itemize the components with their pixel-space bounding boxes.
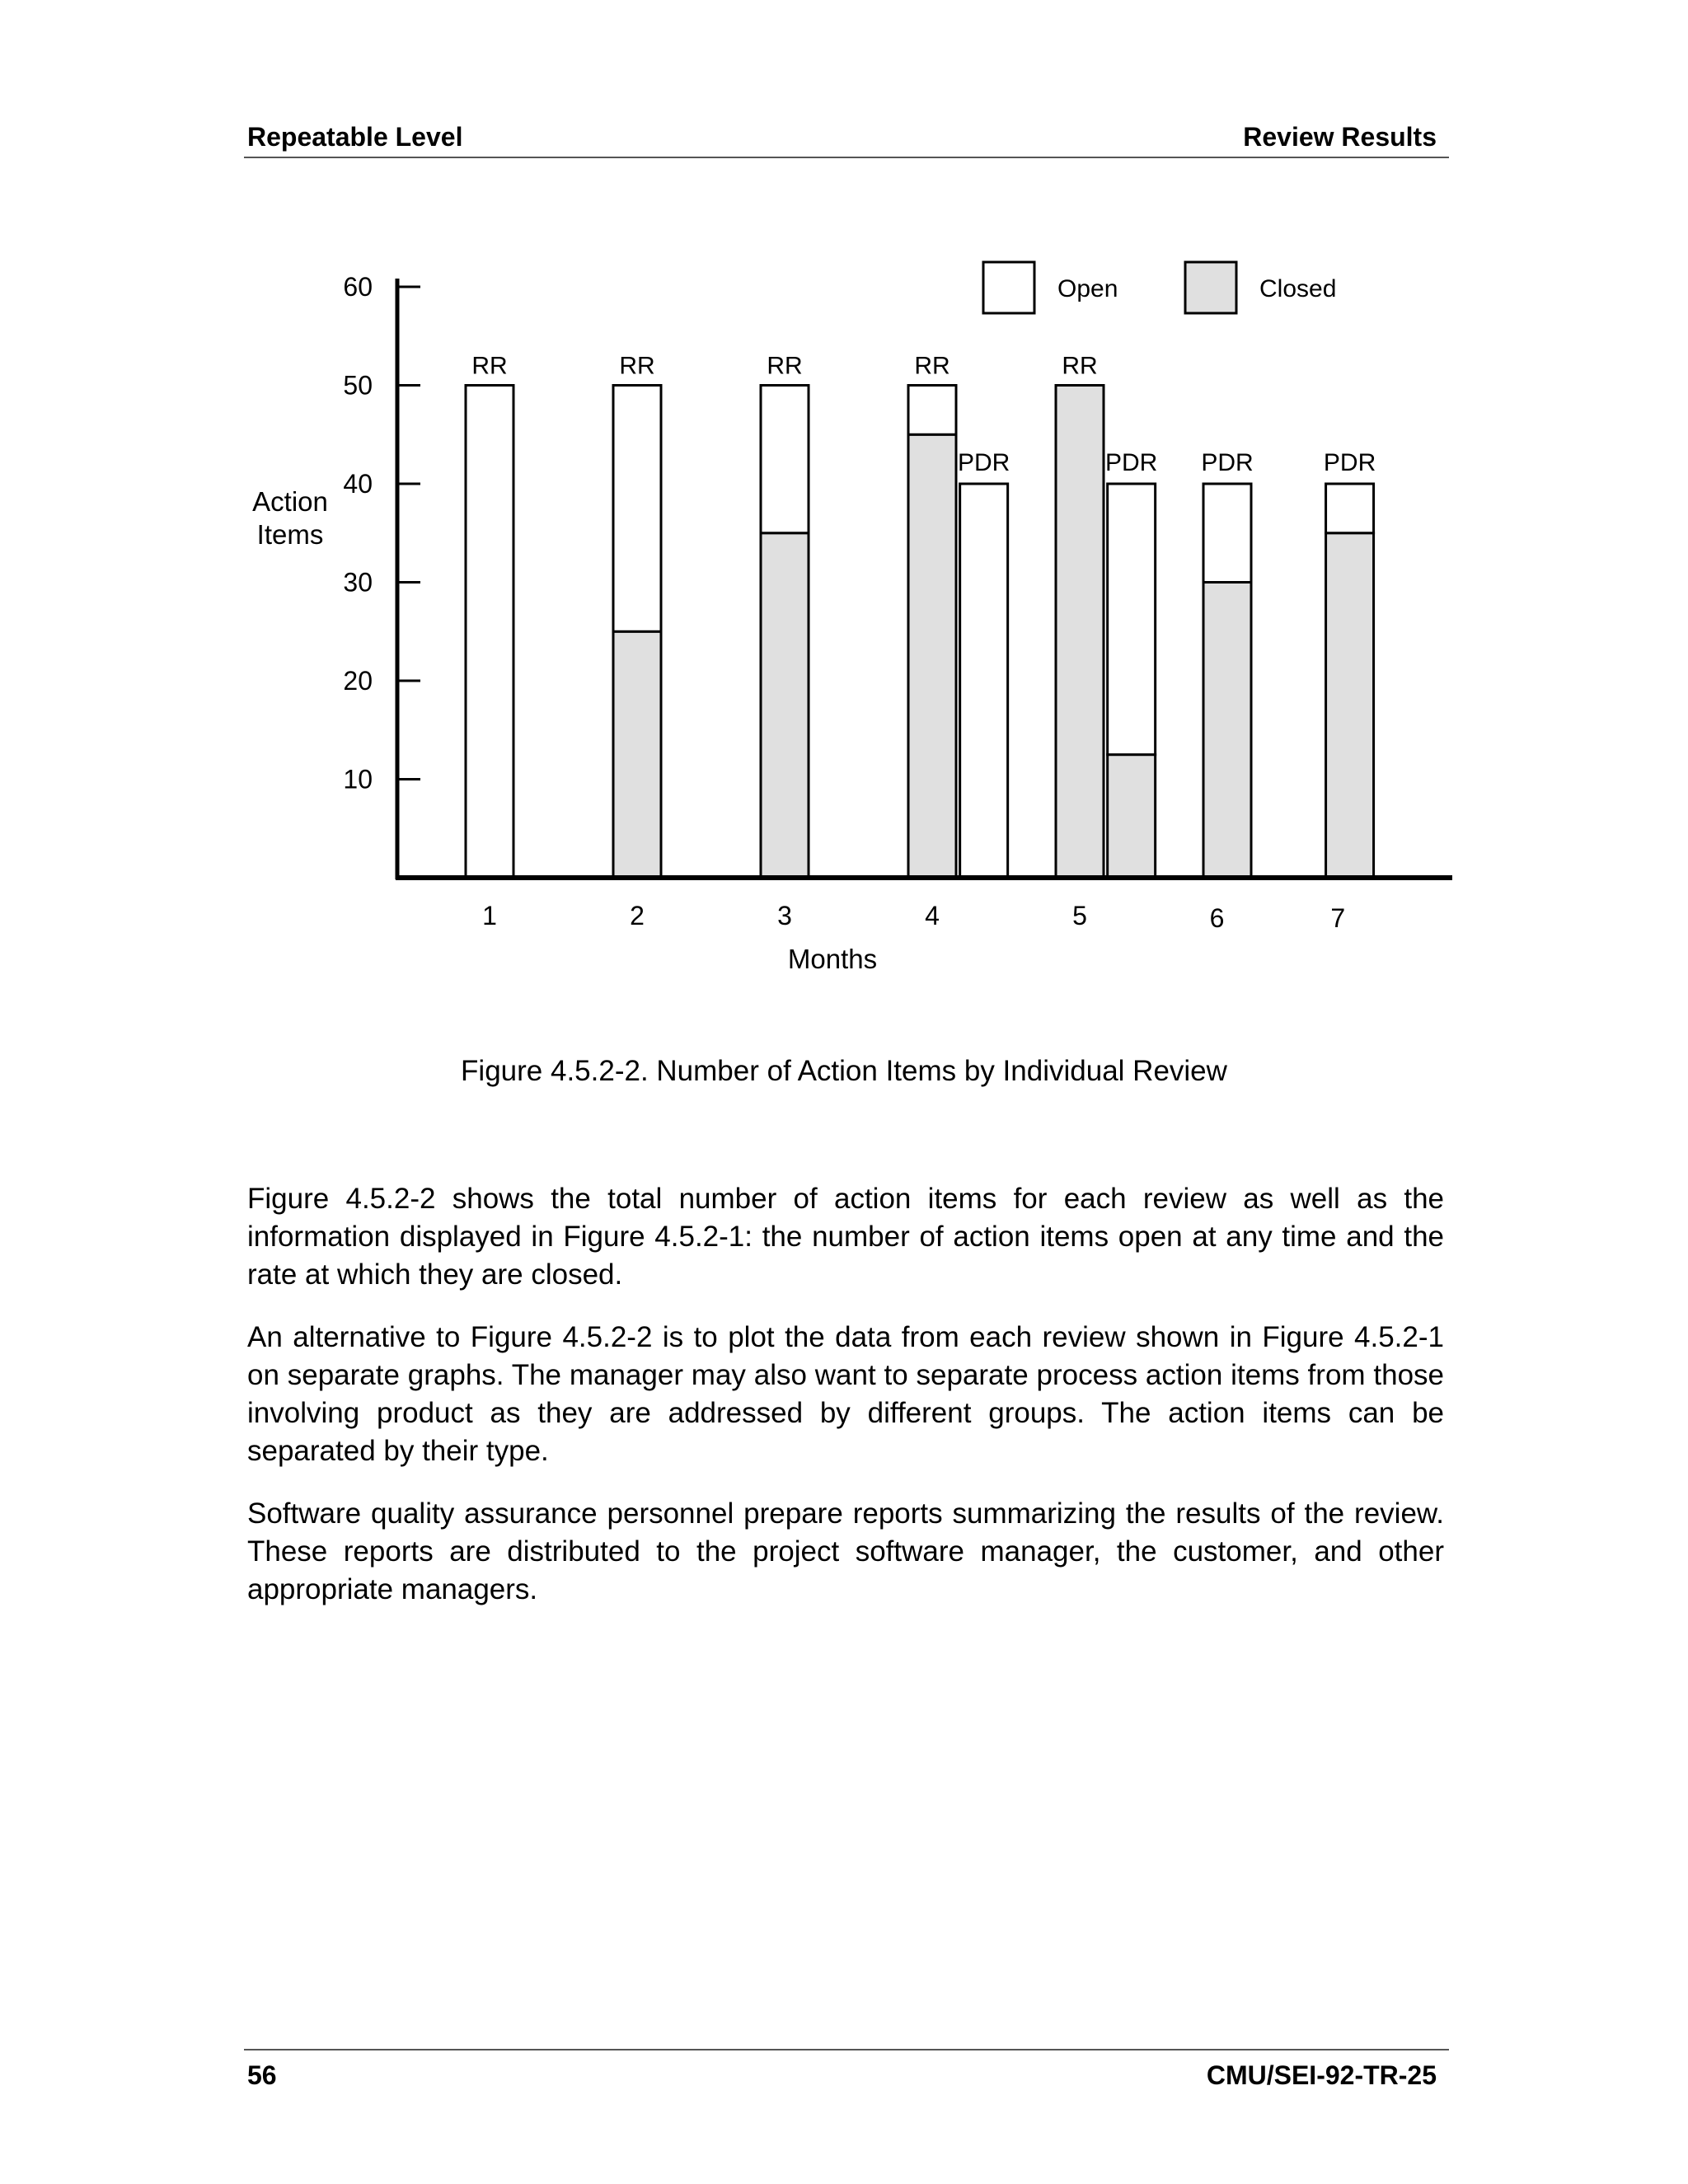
bar-open-segment — [1108, 484, 1156, 755]
footer-rule — [244, 2049, 1449, 2050]
bar-label: PDR — [957, 449, 1010, 476]
body-text — [247, 1180, 1444, 1633]
bar-open-segment — [1203, 484, 1251, 583]
legend-label: Open — [1057, 275, 1118, 302]
bar-open-segment — [908, 386, 956, 435]
legend-swatch — [1185, 262, 1236, 313]
legend-label: Closed — [1259, 275, 1337, 302]
bar-label: RR — [914, 352, 950, 380]
x-tick-label: 2 — [630, 901, 645, 930]
paragraph: An alternative to Figure 4.5.2-2 is to plot the data from each review shown in Figure 4.5.2-1 on separate graphs. The manager may also want to separate process action items from those involving product as they are addressed by different groups. The action items can be separated by their type. — [247, 1321, 1444, 1467]
header-right: Review Results — [1243, 122, 1437, 152]
bar-label: RR — [619, 352, 655, 380]
bar-closed-segment — [1203, 583, 1251, 879]
bar-label: PDR — [1323, 449, 1376, 476]
y-tick-label: 20 — [343, 666, 373, 696]
bar-open-segment — [466, 386, 513, 879]
y-tick-label: 40 — [343, 469, 373, 499]
bar-label: PDR — [1201, 449, 1254, 476]
x-tick-label: 4 — [925, 901, 940, 930]
figure-caption: Figure 4.5.2-2. Number of Action Items by Individual Review — [461, 1055, 1227, 1087]
paragraph: Software quality assurance personnel prepare reports summarizing the results of the review. These reports are distributed to the project software manager, the customer, and other appropriate managers. — [247, 1497, 1444, 1605]
y-tick-label: 50 — [343, 370, 373, 401]
y-tick-label: 30 — [343, 567, 373, 598]
report-id: CMU/SEI-92-TR-25 — [1206, 2060, 1437, 2090]
x-tick-label: 7 — [1330, 903, 1346, 933]
y-axis-label: Items — [256, 519, 324, 550]
x-tick-label: 5 — [1072, 901, 1087, 930]
bar-label: RR — [767, 352, 803, 380]
bar-closed-segment — [761, 533, 809, 878]
y-tick-label: 60 — [343, 272, 373, 302]
x-tick-label: 1 — [482, 901, 497, 930]
bar-closed-segment — [908, 434, 956, 878]
paragraph: Figure 4.5.2-2 shows the total number of action items for each review as well as the information displayed in Figure 4.5.2-1: the number of action items open at any time and the rate at which they are closed. — [247, 1183, 1444, 1291]
page-number: 56 — [247, 2060, 277, 2090]
bar-open-segment — [960, 484, 1008, 878]
bar-open-segment — [1326, 484, 1374, 533]
bar-label: RR — [471, 352, 508, 380]
y-tick-label: 10 — [343, 764, 373, 794]
x-tick-label: 6 — [1209, 903, 1225, 933]
header-left: Repeatable Level — [247, 122, 463, 152]
bar-closed-segment — [613, 631, 661, 878]
bar-open-segment — [761, 386, 809, 533]
x-tick-label: 3 — [777, 901, 792, 930]
bar-label: RR — [1062, 352, 1098, 380]
bar-closed-segment — [1056, 386, 1104, 879]
bar-closed-segment — [1108, 755, 1156, 878]
action-items-chart — [0, 0, 1688, 1030]
x-axis-label: Months — [787, 944, 878, 974]
y-axis-label: Action — [252, 486, 328, 517]
bar-open-segment — [613, 386, 661, 632]
bar-closed-segment — [1326, 533, 1374, 878]
bar-label: PDR — [1104, 449, 1158, 476]
legend-swatch — [983, 262, 1034, 313]
